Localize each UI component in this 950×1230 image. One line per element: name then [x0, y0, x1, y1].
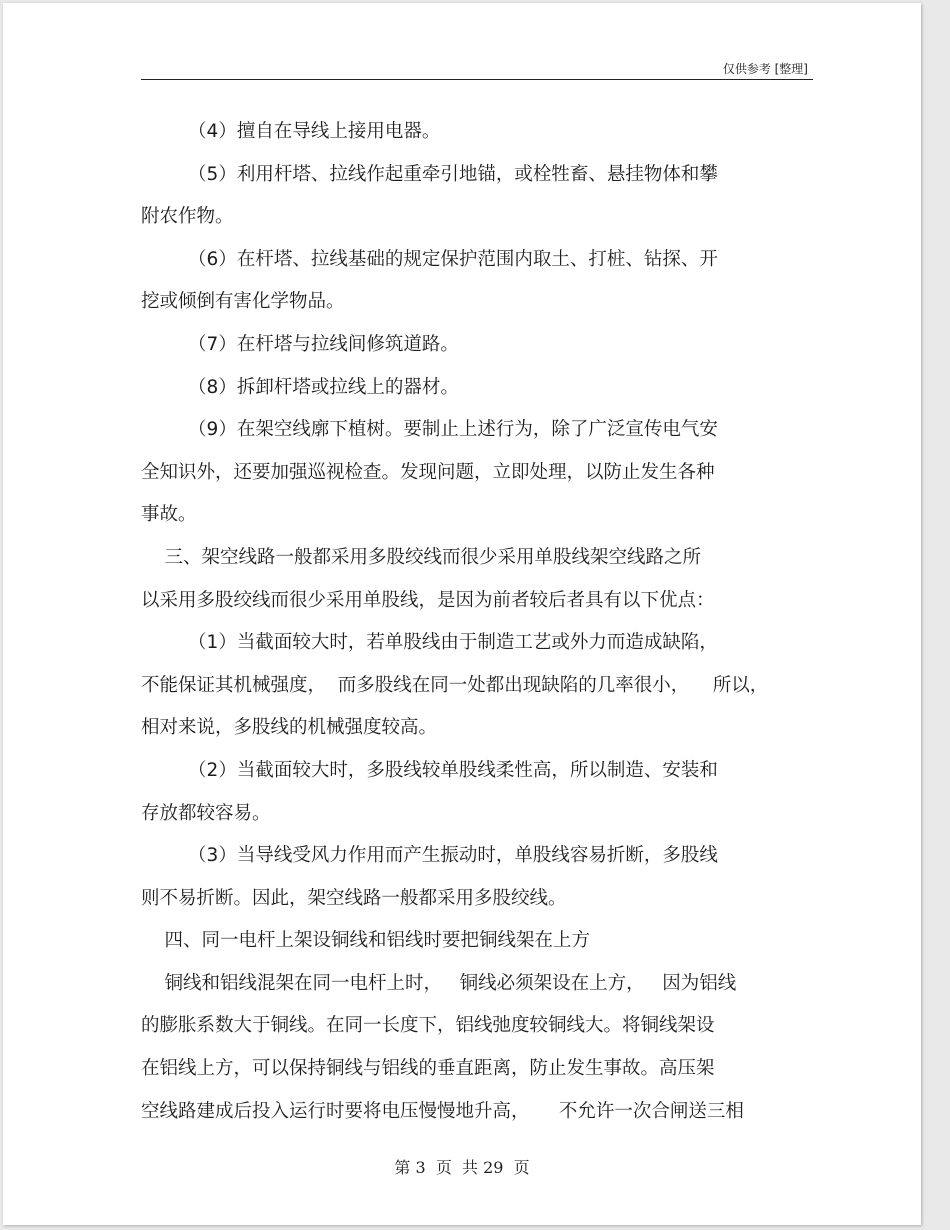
text-line: （1）当截面较大时，若单股线由于制造工艺或外力而造成缺陷， [141, 632, 718, 654]
text-line: 挖或倾倒有害化学物品。 [141, 291, 345, 313]
text-line: 附农作物。 [141, 206, 234, 228]
header-rule [141, 79, 813, 80]
text-line: 则不易折断。因此，架空线路一般都采用多股绞线。 [141, 887, 567, 909]
text-line: （7）在杆塔与拉线间修筑道路。 [141, 333, 459, 355]
text-line: （8）拆卸杆塔或拉线上的器材。 [141, 376, 459, 398]
text-line: 相对来说，多股线的机械强度较高。 [141, 717, 438, 739]
document-body [141, 111, 821, 1133]
text-line: 全知识外，还要加强巡视检查。发现问题，立即处理，以防止发生各种 [141, 461, 715, 483]
text-line: （5）利用杆塔、拉线作起重牵引地锚，或栓牲畜、悬挂物体和攀 [141, 163, 718, 185]
page-footer: 第 3 页 共 29 页 [394, 1158, 530, 1177]
text-line: （4）擅自在导线上接用电器。 [141, 121, 441, 142]
text-line: 空线路建成后投入运行时要将电压慢慢地升高， 不允许一次合闸送三相 [141, 1100, 744, 1122]
text-line: 在铝线上方，可以保持铜线与铝线的垂直距离，防止发生事故。高压架 [141, 1058, 715, 1080]
text-line: 事故。 [141, 504, 197, 526]
text-line: 铜线和铝线混架在同一电杆上时， 铜线必须架设在上方， 因为铝线 [141, 972, 737, 994]
text-line: （9）在架空线廓下植树。要制止上述行为，除了广泛宣传电气安 [141, 419, 718, 441]
page-header: 仅供参考 [整理] [722, 62, 808, 76]
text-line: 的膨胀系数大于铜线。在同一长度下，铝线弛度较铜线大。将铜线架设 [141, 1015, 715, 1037]
text-line: （6）在杆塔、拉线基础的规定保护范围内取土、打桩、钻探、开 [141, 248, 718, 270]
text-line: （2）当截面较大时，多股线较单股线柔性高，所以制造、安装和 [141, 759, 718, 781]
text-line: 不能保证其机械强度， 而多股线在同一处都出现缺陷的几率很小， 所以， [141, 674, 769, 696]
text-line: 存放都较容易。 [141, 802, 271, 824]
text-line: 以采用多股绞线而很少采用单股线，是因为前者较后者具有以下优点： [141, 589, 715, 611]
text-line: （3）当导线受风力作用而产生振动时，单股线容易折断，多股线 [141, 845, 718, 867]
text-line: 三、架空线路一般都采用多股绞线而很少采用单股线架空线路之所 [141, 546, 702, 568]
text-line: 四、同一电杆上架设铜线和铝线时要把铜线架在上方 [141, 930, 591, 952]
document-page [3, 3, 921, 1225]
